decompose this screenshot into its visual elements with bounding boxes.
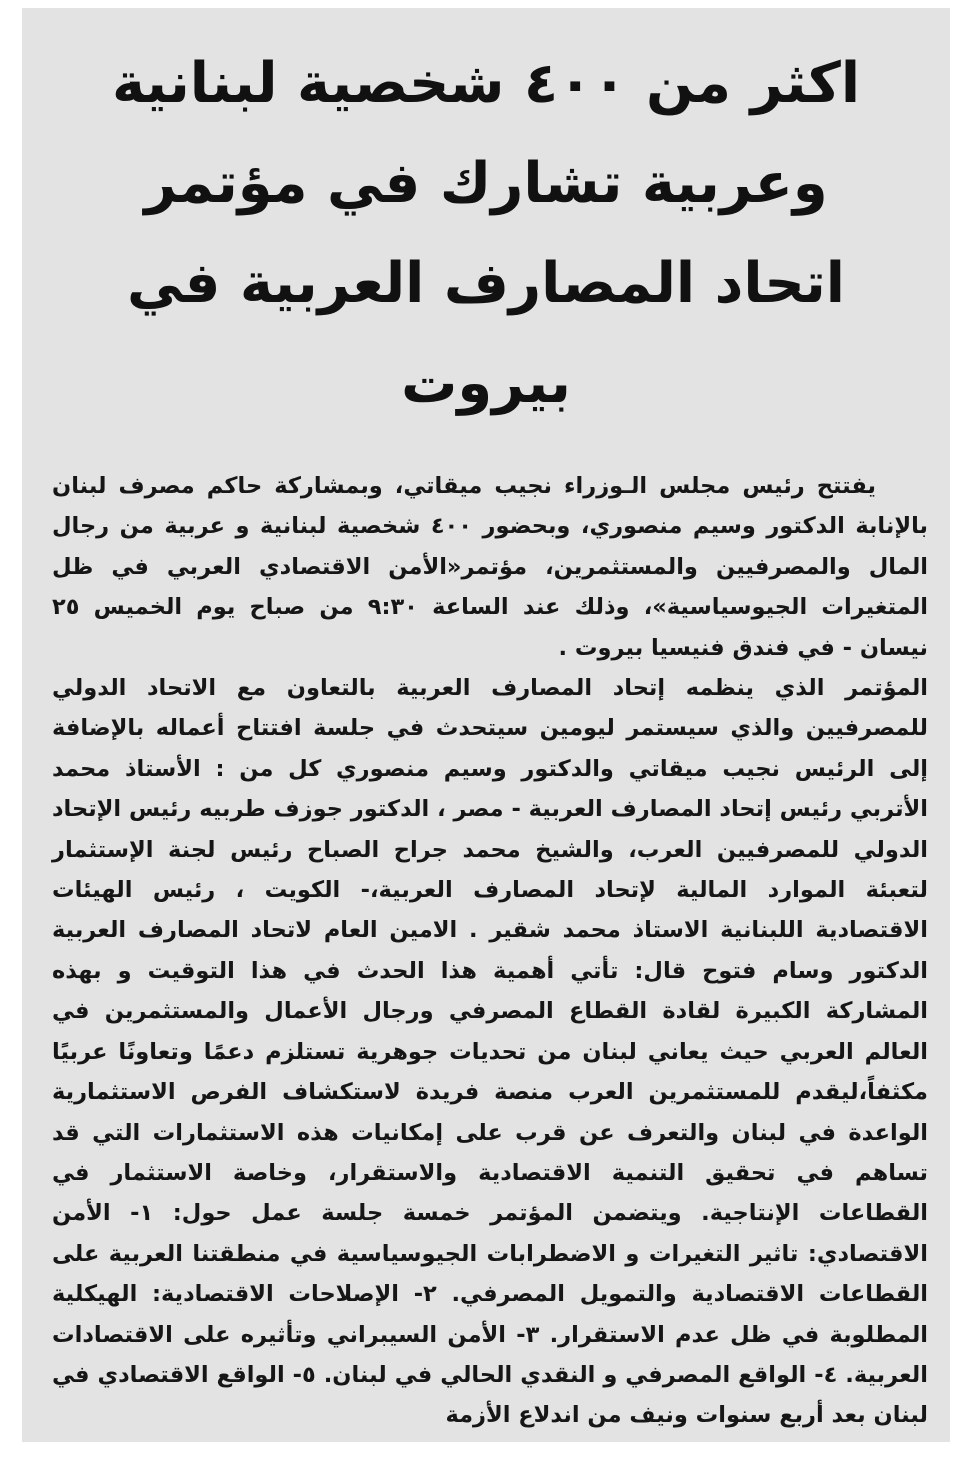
article-body xyxy=(52,466,928,1436)
article-paragraph-main: المؤتمر الذي ينظمه إتحاد المصارف العربية بالتعاون مع الاتحاد الدولي للمصرفيين والذي سيستمر ليومين سيتحدث في جلسة افتتاح أعماله بالإضافة إلى الرئيس نجيب ميقاتي والدكتور وسيم منصوري كل من : الأستاذ محمد الأتربي رئيس إتحاد المصارف العربية - مصر ، الدكتور جوزف طربيه رئيس الإتحاد الدولي للمصرفيين العرب، والشيخ محمد جراح الصباح رئيس لجنة الإستثمار لتعبئة الموارد المالية لإتحاد المصارف العربية،- الكويت ، رئيس الهيئات الاقتصادية اللبنانية الاستاذ محمد شقير . الامين العام لاتحاد المصارف العربية الدكتور وسام فتوح قال: تأتي أهمية هذا الحدث في هذا التوقيت و بهذه المشاركة الكبيرة لقادة القطاع المصرفي ورجال الأعمال والمستثمرين في العالم العربي حيث يعاني لبنان من تحديات جوهرية تستلزم دعمًا وتعاونًا عربيًا مكثفاً،ليقدم للمستثمرين العرب منصة فريدة لاستكشاف الفرص الاستثمارية الواعدة في لبنان والتعرف عن قرب على إمكانيات هذه الاستثمارات التي قد تساهم في تحقيق التنمية الاقتصادية والاستقرار، وخاصة الاستثمار في القطاعات الإنتاجية. ويتضمن المؤتمر خمسة جلسة عمل حول: ١- الأمن الاقتصادي: تاثير التغيرات و الاضطرابات الجيوسياسية في منطقتنا العربية على القطاعات الاقتصادية والتمويل المصرفي. ٢- الإصلاحات الاقتصادية: الهيكلية المطلوبة في ظل عدم الاستقرار. ٣- الأمن السيبراني وتأثيره على الاقتصادات العربية. ٤- الواقع المصرفي و النقدي الحالي في لبنان. ٥- الواقع الاقتصادي في لبنان بعد أربع سنوات ونيف من اندلاع الأزمة xyxy=(52,675,929,1429)
article-headline: اكثر من ٤٠٠ شخصية لبنانية وعربية تشارك في مؤتمر اتحاد المصارف العربية في بيروت xyxy=(111,51,861,416)
newspaper-clipping xyxy=(22,8,950,1442)
article-paragraph-intro: يفتتح رئيس مجلس الـوزراء نجيب ميقاتي، وبمشاركة حاكم مصرف لبنان بالإنابة الدكتور وسيم منصوري، وبحضور ٤٠٠ شخصية لبنانية و عربية من رجال المال والمصرفيين والمستثمرين، مؤتمر«الأمن الاقتصادي العربي في ظل المتغيرات الجيوسياسية»، وذلك عند الساعة ٩:٣٠ من صباح يوم الخميس ٢٥ نيسان - في فندق فنيسيا بيروت . xyxy=(52,473,928,661)
